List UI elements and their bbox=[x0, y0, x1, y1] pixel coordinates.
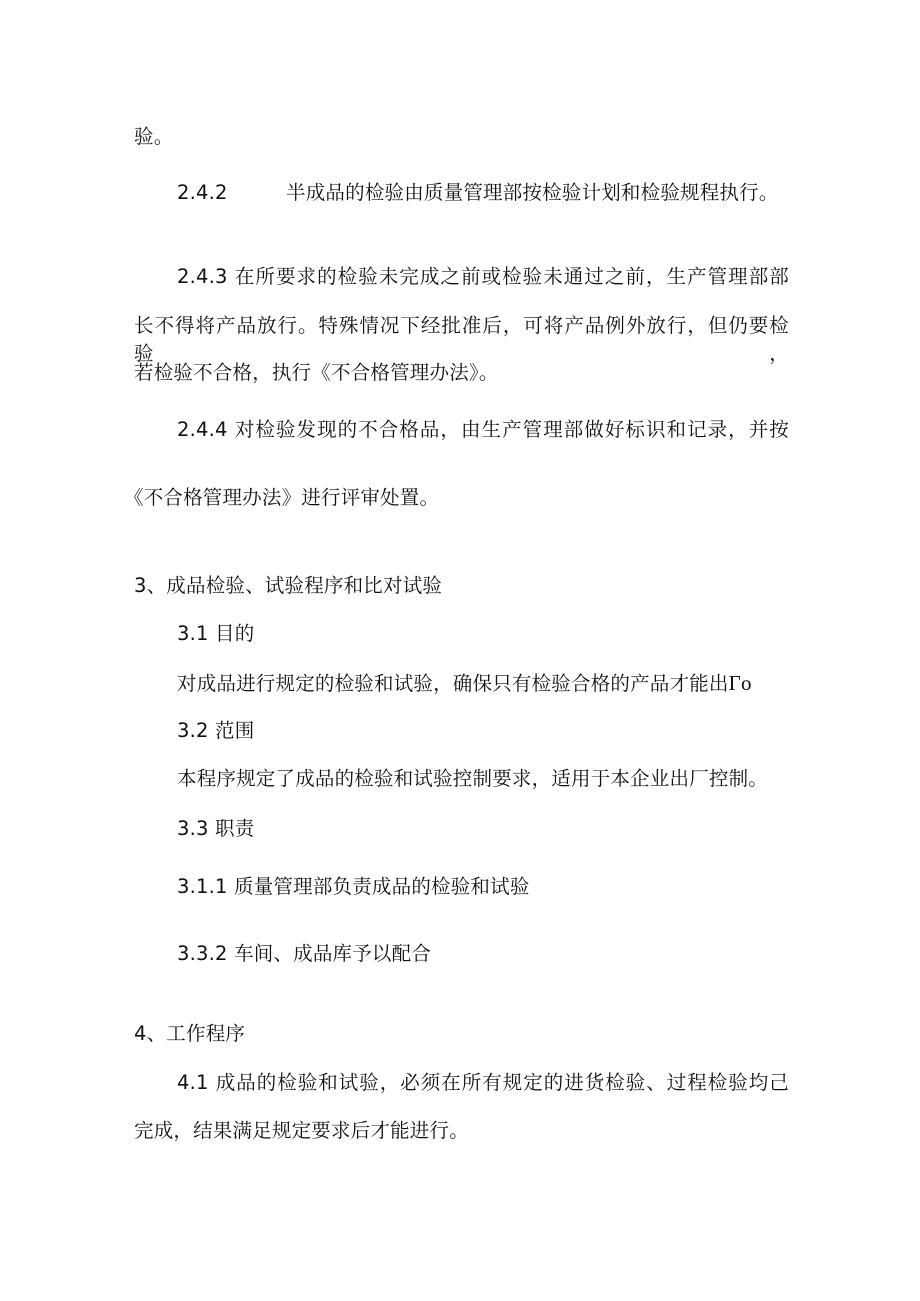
clause-4-1: 4.1 成品的检验和试验，必须在所有规定的进货检验、过程检验均己 bbox=[177, 1071, 789, 1094]
clause-number: 2.4.2 bbox=[177, 181, 228, 204]
clause-3-1-1: 3.1.1 质量管理部负责成品的检验和试验 bbox=[177, 875, 530, 898]
paragraph-line: 若检验不合格，执行《不合格管理办法》。 bbox=[134, 361, 499, 384]
subsection-heading-3-1: 3.1 目的 bbox=[177, 622, 255, 645]
clause-3-3-2: 3.3.2 车间、成品库予以配合 bbox=[177, 942, 432, 965]
clause-2-4-3: 2.4.3 在所要求的检验未完成之前或检验未通过之前，生产管理部部 bbox=[177, 265, 789, 288]
subsection-heading-3-3: 3.3 职责 bbox=[177, 817, 255, 840]
paragraph-line bbox=[177, 669, 752, 698]
paragraph-line: 验。 bbox=[134, 125, 174, 148]
paragraph-line: 本程序规定了成品的检验和试验控制要求，适用于本企业出厂控制。 bbox=[177, 767, 769, 790]
paragraph-line: 完成，结果满足规定要求后才能进行。 bbox=[134, 1119, 469, 1142]
section-heading-4: 4、工作程序 bbox=[134, 1022, 246, 1045]
line-tail: Γo bbox=[728, 671, 752, 695]
section-heading-3: 3、成品检验、试验程序和比对试验 bbox=[134, 574, 443, 597]
paragraph-line: 《不合格管理办法》进行评审处置。 bbox=[124, 486, 440, 509]
paragraph-line: 长不得将产品放行。特殊情况下经批准后，可将产品例外放行，但仍要检验， bbox=[134, 314, 789, 365]
clause-text: 半成品的检验由质量管理部按检验计划和检验规程执行。 bbox=[286, 181, 779, 204]
subsection-heading-3-2: 3.2 范围 bbox=[177, 719, 255, 742]
clause-2-4-2 bbox=[177, 179, 779, 207]
clause-2-4-4: 2.4.4 对检验发现的不合格品，由生产管理部做好标识和记录，并按 bbox=[177, 418, 789, 441]
line-text: 对成品进行规定的检验和试验，确保只有检验合格的产品才能出 bbox=[177, 672, 729, 695]
